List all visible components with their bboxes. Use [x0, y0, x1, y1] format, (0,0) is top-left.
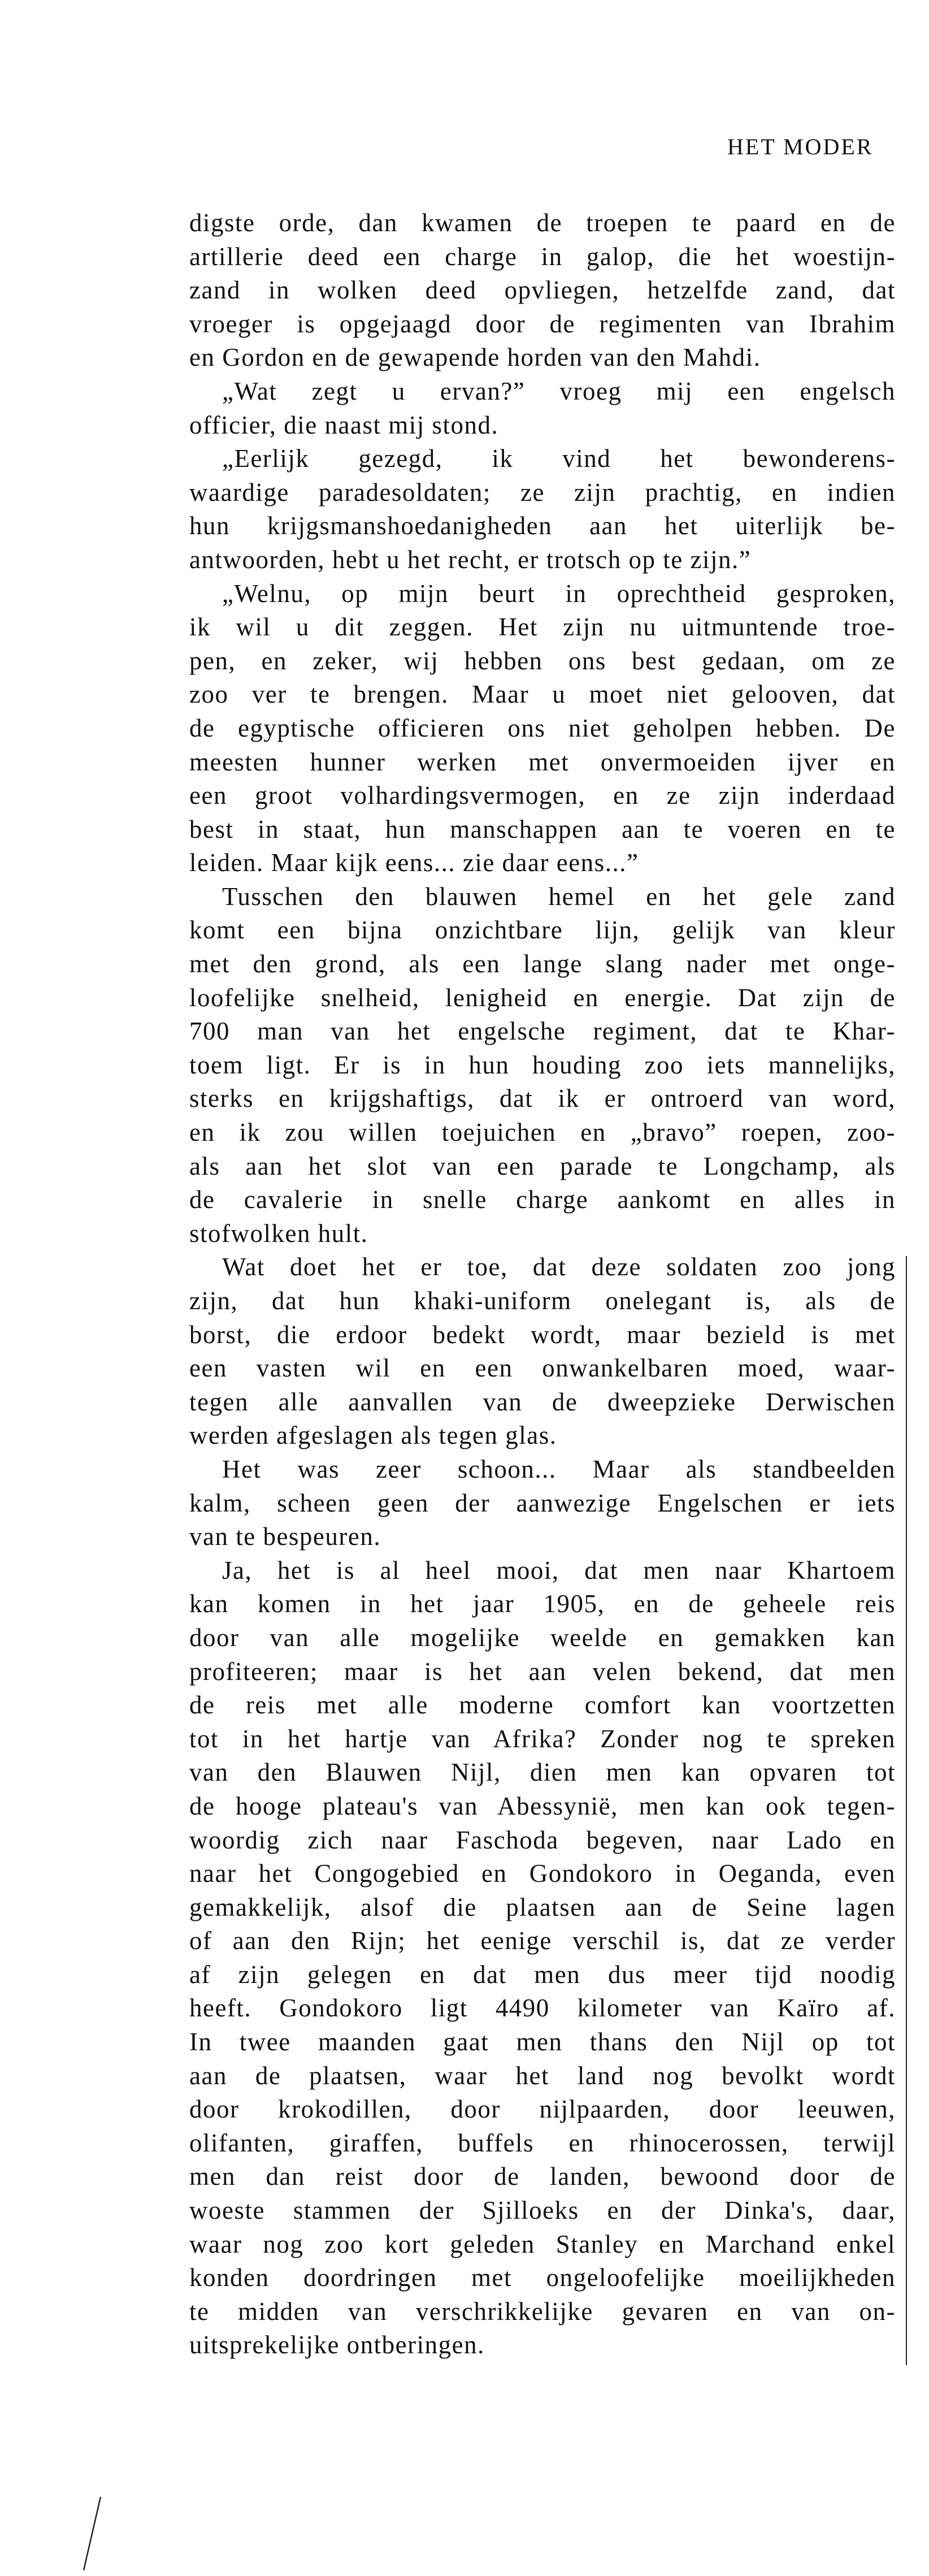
text-line: en ik zou willen toejuichen en „bravo” roepen, zoo-	[189, 1118, 896, 1147]
text-line: van den Blauwen Nijl, dien men kan opvaren tot	[189, 1758, 896, 1787]
text-line: profiteeren; maar is het aan velen bekend, dat men	[189, 1657, 896, 1686]
text-line: de egyptische officieren ons niet geholpen hebben. De	[189, 713, 896, 742]
text-line: meesten hunner werken met onvermoeiden ijver en	[189, 747, 896, 776]
paragraph	[189, 1554, 896, 2362]
text-line: zijn, dat hun khaki-uniform onelegant is, als de	[189, 1287, 896, 1315]
text-line: sterks en krijgshaftigs, dat ik er ontroerd van word,	[189, 1084, 896, 1113]
text-line: zand in wolken deed opvliegen, hetzelfde zand, dat	[189, 276, 896, 305]
text-line: zoo ver te brengen. Maar u moet niet gelooven, dat	[189, 680, 896, 709]
text-line: heeft. Gondokoro ligt 4490 kilometer van Kaïro af.	[189, 1994, 896, 2023]
text-line: toem ligt. Er is in hun houding zoo iets mannelijks,	[189, 1050, 896, 1079]
text-line: Tusschen den blauwen hemel en het gele zand	[222, 882, 896, 911]
text-line: te midden van verschrikkelijke gevaren en van on-	[189, 2297, 896, 2326]
text-line: waardige paradesoldaten; ze zijn prachtig, en indien	[189, 478, 896, 506]
text-line: of aan den Rijn; het eenige verschil is, dat ze verder	[189, 1926, 896, 1955]
text-line: door krokodillen, door nijlpaarden, door leeuwen,	[189, 2095, 896, 2124]
paragraph	[189, 1250, 896, 1453]
text-line: tegen alle aanvallen van de dweepzieke Derwischen	[189, 1387, 896, 1416]
running-header: HET MODER	[727, 134, 874, 159]
text-line: waar nog zoo kort geleden Stanley en Marchand enkel	[189, 2229, 896, 2258]
text-line: de hooge plateau's van Abessynië, men kan ook tegen-	[189, 1791, 896, 1820]
text-line: de reis met alle moderne comfort kan voortzetten	[189, 1691, 896, 1720]
text-line: woeste stammen der Sjilloeks en der Dinka's, daar,	[189, 2196, 896, 2225]
text-line: In twee maanden gaat men thans den Nijl op tot	[189, 2028, 896, 2057]
text-line: naar het Congogebied en Gondokoro in Oeganda, even	[189, 1859, 896, 1888]
text-line: hun krijgsmanshoedanigheden aan het uiterlijk be-	[189, 512, 896, 540]
text-line: Wat doet het er toe, dat deze soldaten zoo jong	[222, 1253, 896, 1281]
text-line: men dan reist door de landen, bewoond door de	[189, 2162, 896, 2191]
text-line: stofwolken hult.	[189, 1219, 368, 1248]
text-line: vroeger is opgejaagd door de regimenten van Ibrahim	[189, 309, 896, 338]
text-line: tot in het hartje van Afrika? Zonder nog te spreken	[189, 1724, 896, 1753]
text-line: als aan het slot van een parade te Longchamp, als	[189, 1151, 896, 1180]
text-line: kalm, scheen geen der aanwezige Engelschen er iets	[189, 1488, 896, 1517]
text-line: loofelijke snelheid, lenigheid en energie. Dat zijn de	[189, 983, 896, 1012]
paragraph	[189, 577, 896, 880]
text-line: borst, die erdoor bedekt wordt, maar bezield is met	[189, 1320, 896, 1349]
text-line: af zijn gelegen en dat men dus meer tijd noodig	[189, 1960, 896, 1989]
text-line: „Wat zegt u ervan?” vroeg mij een engelsch	[222, 376, 896, 405]
text-line: best in staat, hun manschappen aan te voeren en te	[189, 815, 896, 843]
text-line: kan komen in het jaar 1905, en de geheele reis	[189, 1590, 896, 1618]
text-line: pen, en zeker, wij hebben ons best gedaan, om ze	[189, 646, 896, 675]
body-text	[189, 206, 896, 2362]
text-line: antwoorden, hebt u het recht, er trotsch op te zijn.”	[189, 545, 752, 574]
text-line: met den grond, als een lange slang nader met onge-	[189, 950, 896, 979]
text-line: werden afgeslagen als tegen glas.	[189, 1421, 557, 1450]
text-line: de cavalerie in snelle charge aankomt en alles in	[189, 1185, 896, 1214]
text-line: digste orde, dan kwamen de troepen te paard en de	[189, 209, 896, 237]
paragraph	[189, 206, 896, 375]
text-line: leiden. Maar kijk eens... zie daar eens...”	[189, 848, 639, 877]
text-line: een vasten wil en een onwankelbaren moed, waar-	[189, 1354, 896, 1383]
text-line: 700 man van het engelsche regiment, dat te Khar-	[189, 1017, 896, 1046]
text-line: Ja, het is al heel mooi, dat men naar Khartoem	[222, 1556, 896, 1584]
text-line: van te bespeuren.	[189, 1522, 381, 1551]
paragraph	[189, 1453, 896, 1554]
text-line: konden doordringen met ongeloofelijke moeilijkheden	[189, 2263, 896, 2292]
text-line: gemakkelijk, alsof die plaatsen aan de Seine lagen	[189, 1893, 896, 1921]
paragraph	[189, 880, 896, 1251]
text-line: „Welnu, op mijn beurt in oprechtheid gesproken,	[222, 579, 896, 608]
text-line: officier, die naast mij stond.	[189, 410, 499, 439]
text-line: uitsprekelijke ontberingen.	[189, 2331, 485, 2359]
text-line: ik wil u dit zeggen. Het zijn nu uitmuntende troe-	[189, 613, 896, 642]
text-line: komt een bijna onzichtbare lijn, gelijk van kleur	[189, 916, 896, 945]
text-line: Het was zeer schoon... Maar als standbeelden	[222, 1454, 896, 1483]
text-line: een groot volhardingsvermogen, en ze zijn inderdaad	[189, 781, 896, 810]
text-line: en Gordon en de gewapende horden van den Mahdi.	[189, 343, 761, 372]
text-line: artillerie deed een charge in galop, die het woestijn-	[189, 242, 896, 271]
text-line: woordig zich naar Faschoda begeven, naar Lado en	[189, 1825, 896, 1854]
text-line: door van alle mogelijke weelde en gemakken kan	[189, 1623, 896, 1652]
pencil-mark	[82, 2496, 105, 2572]
paragraph	[189, 375, 896, 442]
margin-rule	[906, 1256, 907, 2365]
text-line: „Eerlijk gezegd, ik vind het bewonderens-	[222, 444, 896, 473]
text-line: aan de plaatsen, waar het land nog bevolkt wordt	[189, 2061, 896, 2090]
paragraph	[189, 442, 896, 577]
text-line: olifanten, giraffen, buffels en rhinocerossen, terwijl	[189, 2128, 896, 2157]
